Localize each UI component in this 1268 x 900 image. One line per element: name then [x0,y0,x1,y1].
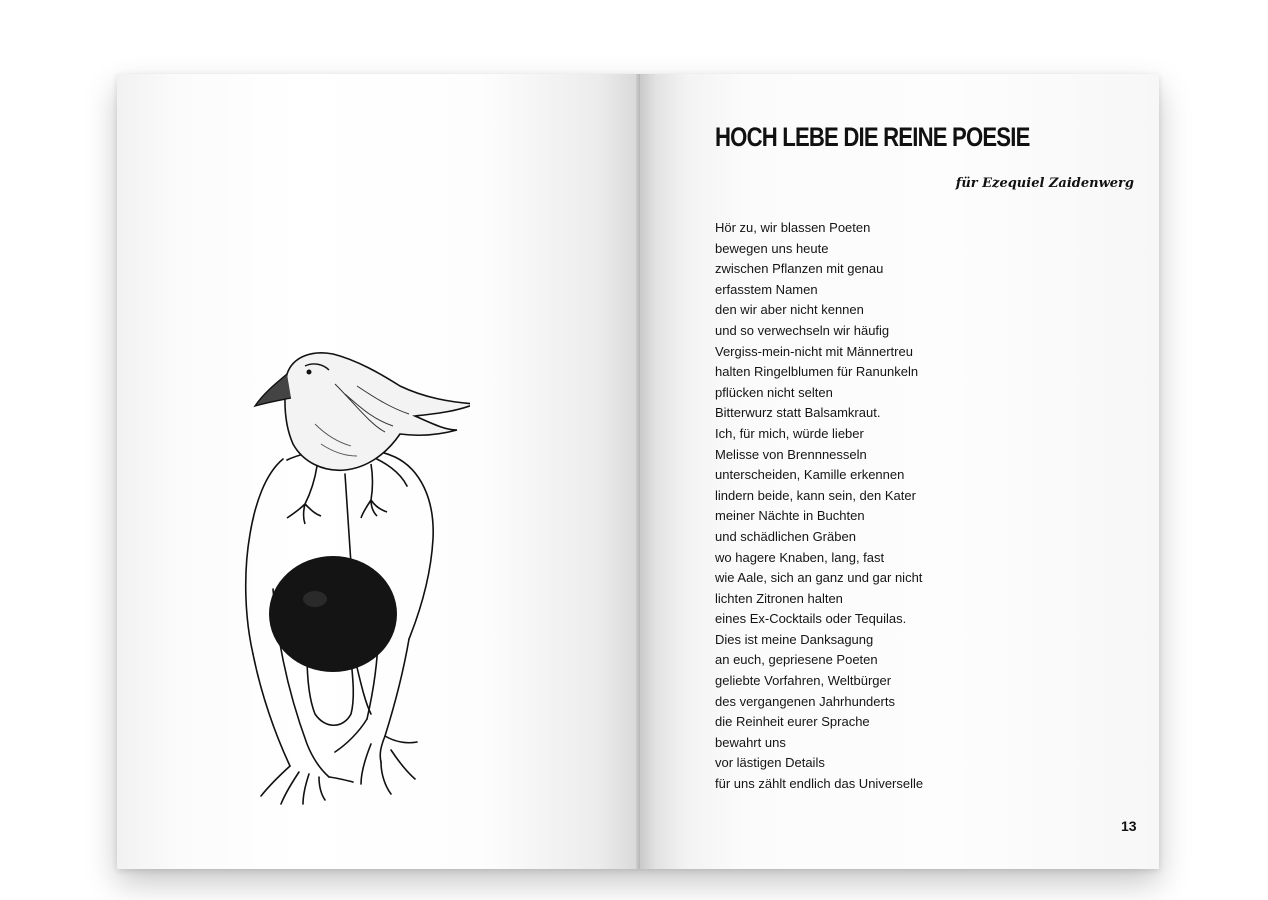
poem-line: die Reinheit eurer Sprache [715,714,870,730]
right-page [640,74,1159,869]
poem-line: Ich, für mich, würde lieber [715,425,864,441]
poem-line: halten Ringelblumen für Ranunkeln [715,364,919,380]
poem-line: und schädlichen Gräben [715,528,856,544]
poem-line: Vergiss-mein-nicht mit Männertreu [715,343,913,359]
poem-line: des vergangenen Jahrhunderts [715,693,895,709]
poem-line: lindern beide, kann sein, den Kater [715,487,916,503]
poem-dedication: für Ezequiel Zaidenwerg [955,176,1134,191]
head-ink-shape [269,556,397,672]
poem-line: erfasstem Namen [715,281,818,297]
poem-line: Melisse von Brennnesseln [715,446,867,462]
crow-on-kneeling-figure-illustration [195,274,470,809]
poem-line: lichten Zitronen halten [715,590,843,606]
poem-line: Hör zu, wir blassen Poeten [715,220,871,235]
poem-line: zwischen Pflanzen mit genau [715,261,884,277]
crow-drawing [255,353,470,524]
poem-line: unterscheiden, Kamille erkennen [715,467,905,483]
poem-line: meiner Nächte in Buchten [715,508,865,524]
poem-line: den wir aber nicht kennen [715,302,864,318]
poem-line: vor lästigen Details [715,755,825,771]
poem-line: pflücken nicht selten [715,384,833,400]
poem-line: wo hagere Knaben, lang, fast [715,549,885,565]
poem-line: an euch, gepriesene Poeten [715,652,878,668]
poem-body [715,218,923,795]
poem-line: Bitterwurz statt Balsamkraut. [715,405,881,421]
page-number: 13 [1121,818,1137,834]
book-spread [117,74,1159,869]
left-page [117,74,640,869]
poem-line: wie Aale, sich an ganz und gar nicht [715,570,923,586]
poem-line: bewegen uns heute [715,240,829,256]
poem-title: HOCH LEBE DIE REINE POESIE [715,122,1030,152]
poem-line: für uns zählt endlich das Universelle [715,776,924,792]
poem-line: Dies ist meine Danksagung [715,631,874,647]
poem-line: bewahrt uns [715,734,786,750]
poem-line: und so verwechseln wir häufig [715,322,890,338]
poem-line: eines Ex-Cocktails oder Tequilas. [715,611,907,627]
poem-line: geliebte Vorfahren, Weltbürger [715,673,892,689]
